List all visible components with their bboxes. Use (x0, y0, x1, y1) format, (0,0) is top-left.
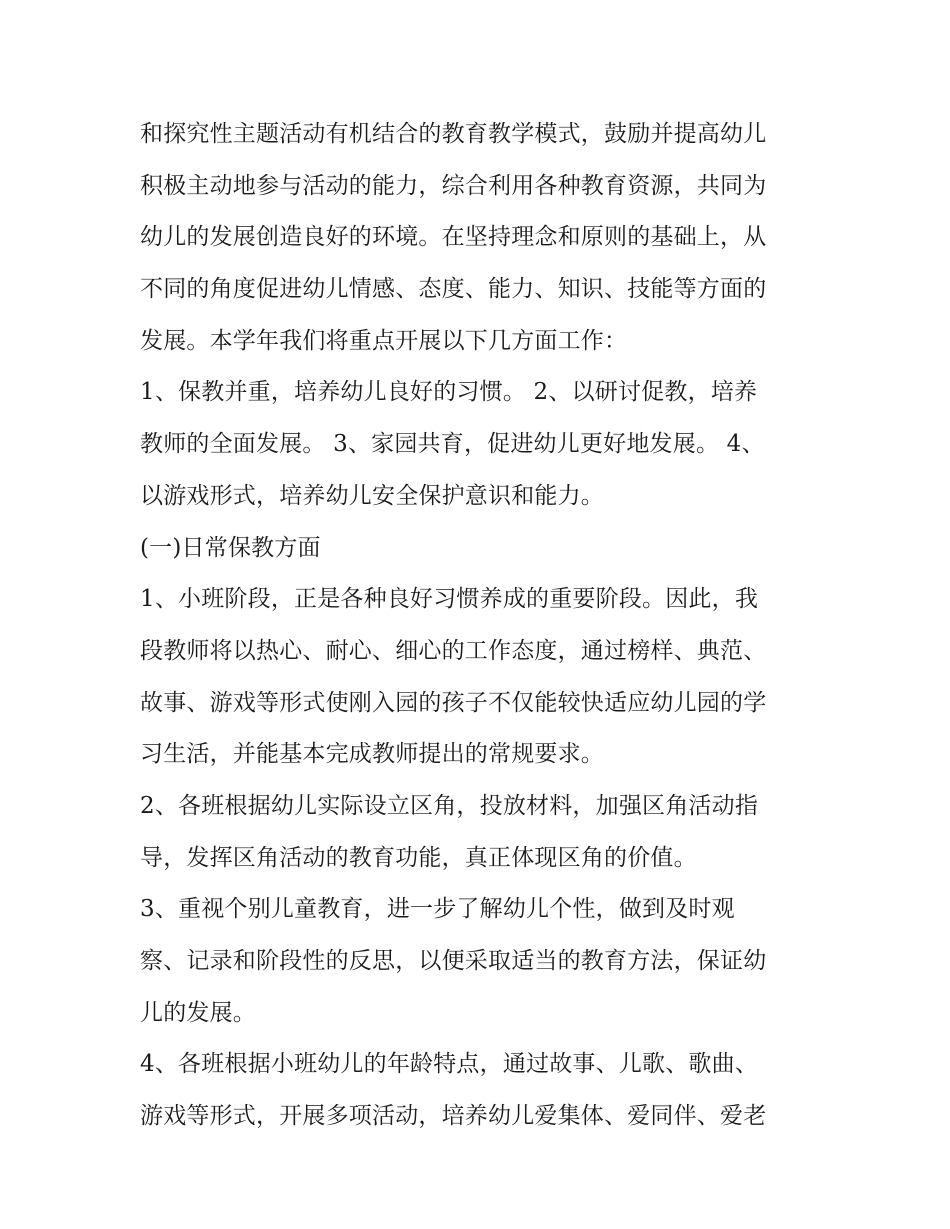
text-line: 和探究性主题活动有机结合的教育教学模式，鼓励并提高幼儿 (140, 121, 767, 147)
text-line: 游戏等形式，开展多项活动，培养幼儿爱集体、爱同伴、爱老 (140, 1103, 767, 1130)
text-line: 发展。本学年我们将重点开展以下几方面工作： (140, 327, 628, 354)
document-body (140, 109, 820, 1143)
text-line: 故事、游戏等形式使刚入园的孩子不仅能较快适应幼儿园的学 (140, 689, 767, 716)
text-line: 段教师将以热心、耐心、细心的工作态度，通过榜样、典范、 (140, 637, 767, 664)
text-line: 不同的角度促进幼儿情感、态度、能力、知识、技能等方面的 (140, 276, 767, 303)
text-line: 2、各班根据幼儿实际设立区角，投放材料，加强区角活动指 (140, 792, 759, 819)
text-line: 积极主动地参与活动的能力，综合利用各种教育资源，共同为 (140, 172, 767, 199)
text-line: 1、小班阶段，正是各种良好习惯养成的重要阶段。因此，我 (140, 586, 759, 613)
text-line: 3、重视个别儿童教育，进一步了解幼儿个性，做到及时观 (140, 896, 735, 923)
text-line: 4、各班根据小班幼儿的年龄特点，通过故事、儿歌、歌曲、 (140, 1051, 759, 1078)
section-heading: (一)日常保教方面 (140, 534, 321, 561)
text-line: 以游戏形式，培养幼儿安全保护意识和能力。 (140, 482, 604, 509)
text-line: 教师的全面发展。 3、家园共育，促进幼儿更好地发展。 4、 (140, 431, 765, 458)
text-line: 幼儿的发展创造良好的环境。在坚持理念和原则的基础上，从 (140, 224, 767, 251)
text-line: 察、记录和阶段性的反思，以便采取适当的教育方法，保证幼 (140, 948, 767, 974)
text-line: 导，发挥区角活动的教育功能，真正体现区角的价值。 (140, 844, 697, 871)
text-line: 1、保教并重，培养幼儿良好的习惯。 2、以研讨促教，培养 (140, 379, 758, 406)
text-line: 儿的发展。 (140, 999, 256, 1026)
text-line: 习生活，并能基本完成教师提出的常规要求。 (140, 741, 604, 768)
